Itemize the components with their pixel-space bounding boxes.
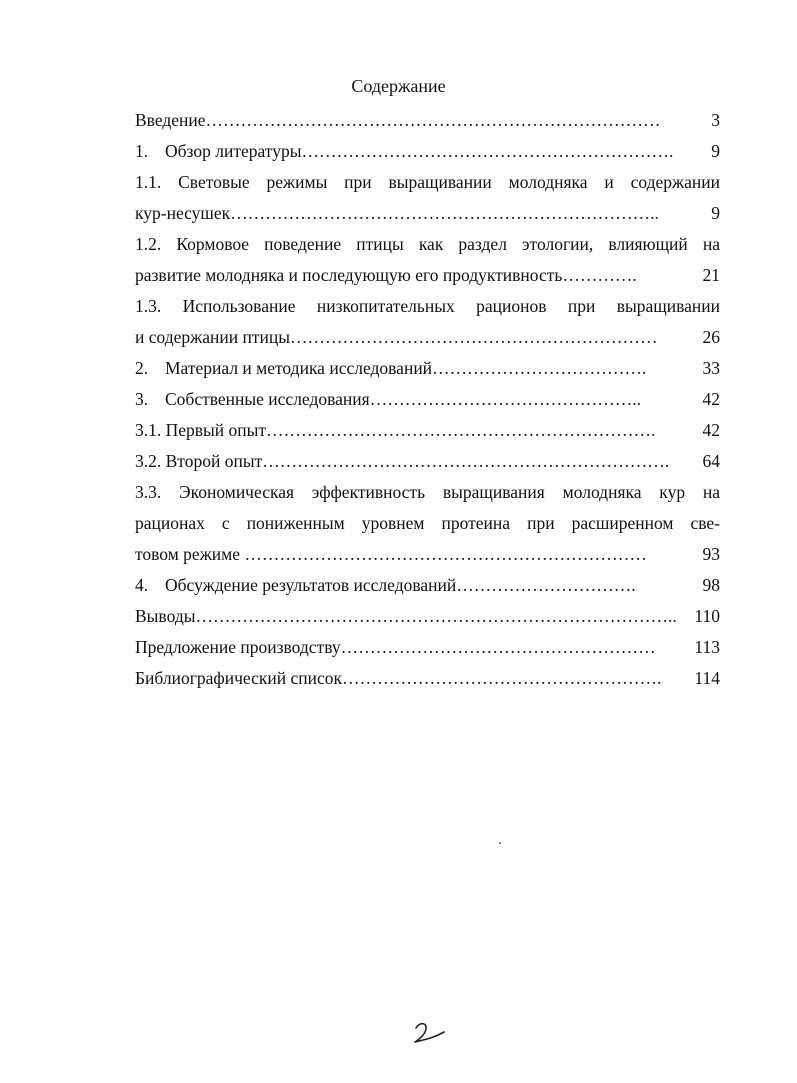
table-of-contents [135, 107, 720, 696]
toc-page-number: 64 [702, 451, 720, 471]
toc-entry-1-1-line2 [135, 200, 720, 231]
toc-page-number: 9 [711, 141, 720, 161]
toc-entry-1-3-line2 [135, 324, 720, 355]
toc-entry-text: Библиографический список………………………………………………. [135, 668, 662, 688]
toc-entry-number: 2. [135, 358, 149, 378]
toc-entry-text [135, 388, 680, 410]
toc-entry-3-1 [135, 417, 720, 448]
toc-entry-production-proposal [135, 634, 720, 665]
toc-entry-text: Введение…………………………………………………………………… [135, 110, 661, 130]
toc-entry-3-3-line2 [135, 510, 720, 541]
toc-page-number: 93 [702, 544, 720, 564]
toc-entry-label: Собственные исследования……………………………………….. [165, 389, 641, 409]
toc-entry-1-1-line1 [135, 169, 720, 200]
toc-entry-1-2-line2 [135, 262, 720, 293]
toc-page-number: 26 [702, 327, 720, 347]
toc-entry-discussion [135, 572, 720, 603]
toc-entry-text: 3.3. Экономическая эффективность выращивания молодняка кур на [135, 482, 720, 502]
toc-entry-number: 1. [135, 141, 149, 161]
toc-entry-text: и содержании птицы……………………………………………………… [135, 327, 658, 347]
toc-entry-text [135, 357, 680, 379]
toc-page-number: 113 [694, 637, 720, 657]
toc-entry-text: рационах с пониженным уровнем протеина при расширенном све- [135, 513, 720, 533]
toc-page-number: 114 [694, 668, 720, 688]
toc-page-number: 33 [702, 358, 720, 378]
toc-entry-text: кур-несушек……………………………………………………………….. [135, 203, 659, 223]
toc-entry-number: 4. [135, 575, 149, 595]
toc-entry-label: Обсуждение результатов исследований…………………………. [165, 575, 636, 595]
toc-entry-text: товом режиме …………………………………………………………… [135, 544, 647, 564]
toc-entry-text: 1.1. Световые режимы при выращивании молодняка и содержании [135, 172, 720, 192]
toc-page-number: 42 [702, 389, 720, 409]
toc-entry-literature-review [135, 138, 720, 169]
toc-entry-text [135, 140, 680, 162]
toc-entry-materials-methods [135, 355, 720, 386]
toc-page-number: 21 [702, 265, 720, 285]
toc-page-number: 98 [702, 575, 720, 595]
toc-entry-text [135, 574, 680, 596]
toc-entry-text: Выводы……………………………………………………………………….. [135, 606, 677, 626]
toc-entry-text: 3.2. Второй опыт……………………………………………………………. [135, 451, 670, 471]
toc-entry-number: 3. [135, 389, 149, 409]
toc-entry-text: развитие молодняка и последующую его продуктивность…………. [135, 265, 637, 285]
toc-entry-3-3-line3 [135, 541, 720, 572]
scan-speck [499, 842, 501, 844]
toc-entry-3-2 [135, 448, 720, 479]
page-title: Содержание [351, 76, 446, 96]
toc-page-number: 110 [694, 606, 720, 626]
toc-entry-introduction [135, 107, 720, 138]
toc-page-number: 42 [702, 420, 720, 440]
toc-entry-own-research [135, 386, 720, 417]
toc-entry-text: 1.3. Использование низкопитательных рационов при выращивании [135, 296, 720, 316]
toc-page-number: 9 [711, 203, 720, 223]
toc-entry-1-2-line1 [135, 231, 720, 262]
toc-entry-conclusions [135, 603, 720, 634]
toc-entry-text: 3.1. Первый опыт…………………………………………………………. [135, 420, 656, 440]
toc-entry-text: 1.2. Кормовое поведение птицы как раздел этологии, влияющий на [135, 234, 720, 254]
toc-entry-3-3-line1 [135, 479, 720, 510]
toc-entry-label: Материал и методика исследований………………………………. [165, 358, 647, 378]
toc-entry-bibliography [135, 665, 720, 696]
toc-entry-label: Обзор литературы………………………………………………………. [165, 141, 674, 161]
toc-entry-text: Предложение производству……………………………………………… [135, 637, 656, 657]
toc-entry-1-3-line1 [135, 293, 720, 324]
handwritten-page-mark-icon [410, 1018, 450, 1048]
toc-page-number: 3 [711, 110, 720, 130]
